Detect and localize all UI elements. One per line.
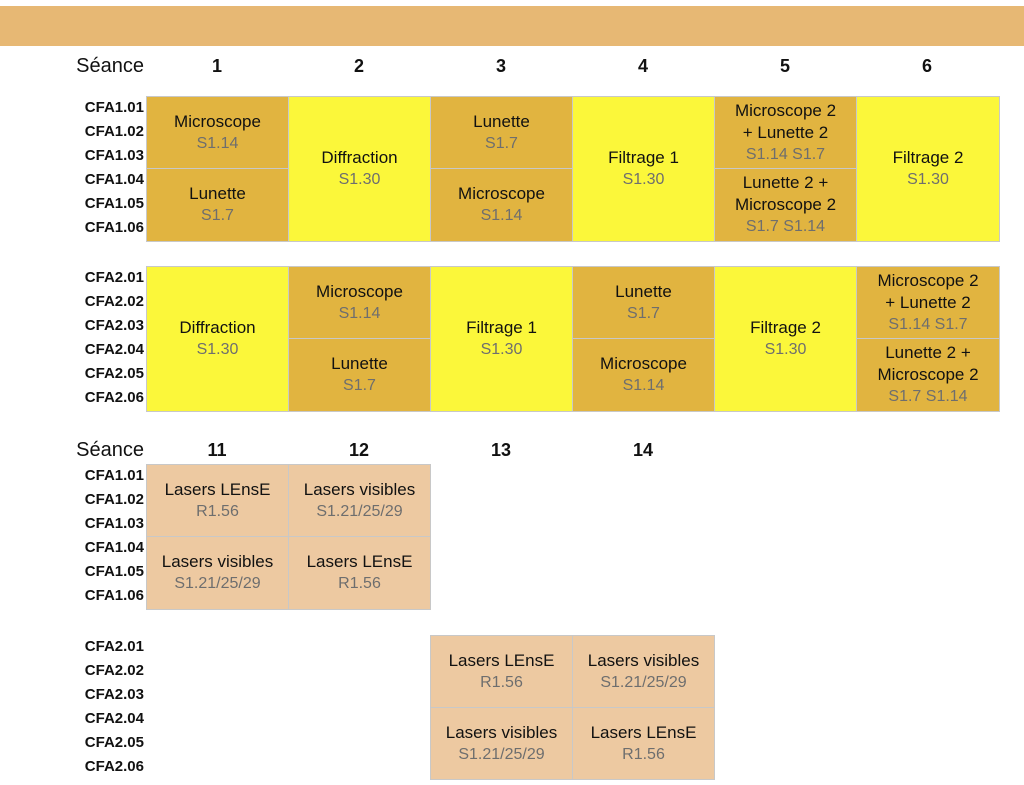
schedule-cell [714, 266, 857, 412]
activity-title: Lasers visibles [303, 479, 416, 499]
activity-title: Lasers visibles [587, 650, 700, 670]
room-code: S1.21/25/29 [600, 673, 687, 691]
group-label: CFA2.01 [84, 269, 144, 286]
schedule-cell [572, 96, 715, 242]
session-number: 11 [207, 440, 227, 460]
room-code: R1.56 [480, 673, 523, 691]
schedule-cell [714, 168, 857, 242]
room-code: S1.7 [201, 207, 234, 224]
group-label: CFA2.04 [84, 710, 144, 727]
room-code: S1.7 [627, 304, 660, 322]
room-code: S1.21/25/29 [174, 575, 261, 592]
room-code: S1.14 S1.7 [745, 145, 826, 163]
activity-title-line2: Microscope 2 [734, 195, 837, 214]
room-code: S1.7 S1.14 [745, 218, 826, 235]
schedule-cell [430, 96, 573, 169]
room-code: S1.30 [196, 341, 239, 358]
activity-title: Lasers visibles [161, 552, 274, 571]
room-code: S1.7 [343, 377, 376, 394]
schedule-cell [146, 464, 289, 537]
group-label: CFA2.01 [84, 638, 144, 655]
schedule-cell [288, 536, 431, 610]
activity-title-line2: + Lunette 2 [742, 122, 829, 142]
schedule-cell [430, 266, 573, 412]
group-label: CFA1.05 [84, 563, 144, 580]
schedule-cell [430, 635, 573, 708]
session-number: 14 [632, 440, 654, 460]
activity-title: Lasers LEnsE [164, 479, 271, 499]
schedule-cell [572, 266, 715, 339]
schedule-cell [146, 96, 289, 169]
room-code: S1.14 [338, 304, 381, 322]
schedule-cell [288, 96, 431, 242]
schedule-cell [288, 338, 431, 412]
room-code: S1.14 [196, 134, 239, 152]
activity-title: Filtrage 2 [750, 318, 821, 337]
activity-title: Lasers LEnsE [448, 650, 555, 670]
activity-title: Microscope [174, 111, 261, 131]
activity-title: Lasers LEnsE [306, 552, 413, 571]
room-code: S1.7 [485, 134, 518, 152]
schedule-cell [430, 707, 573, 780]
activity-title: Diffraction [321, 148, 398, 167]
room-code: R1.56 [196, 502, 239, 520]
group-label: CFA2.03 [84, 317, 144, 334]
group-label: CFA2.05 [84, 365, 144, 382]
room-code: S1.21/25/29 [316, 502, 403, 520]
room-code: S1.14 S1.7 [888, 315, 968, 333]
session-number: 6 [921, 56, 932, 76]
schedule-cell [856, 266, 1000, 339]
session-number: 13 [490, 440, 512, 460]
room-code: S1.14 [480, 207, 523, 224]
group-label: CFA1.06 [84, 587, 144, 604]
activity-title: Diffraction [179, 318, 256, 337]
activity-title-line2: + Lunette 2 [885, 292, 971, 312]
activity-title: Lunette [473, 111, 530, 131]
schedule-cell [288, 464, 431, 537]
group-label: CFA2.05 [84, 734, 144, 751]
activity-title: Microscope [600, 354, 687, 373]
schedule-cell [146, 266, 289, 412]
activity-title: Lasers LEnsE [590, 722, 697, 742]
schedule-cell [288, 266, 431, 339]
session-header-label: Séance [76, 439, 144, 461]
group-label: CFA1.01 [84, 99, 144, 116]
group-label: CFA1.02 [84, 491, 144, 508]
group-label: CFA1.02 [84, 123, 144, 140]
room-code: S1.30 [338, 171, 381, 188]
group-label: CFA2.04 [84, 341, 144, 358]
group-label: CFA2.06 [84, 389, 144, 406]
room-code: S1.21/25/29 [458, 745, 545, 763]
schedule-cell [146, 168, 289, 242]
room-code: R1.56 [338, 575, 381, 592]
schedule-cell [572, 707, 715, 780]
group-label: CFA1.04 [84, 539, 144, 556]
room-code: S1.30 [907, 171, 949, 188]
session-number: 4 [637, 56, 648, 76]
session-number: 5 [779, 56, 790, 76]
schedule-cell [146, 536, 289, 610]
session-number: 2 [353, 56, 364, 76]
activity-title: Filtrage 2 [892, 148, 964, 167]
activity-title: Microscope [316, 281, 403, 301]
top-banner [0, 6, 1024, 46]
room-code: S1.30 [764, 341, 807, 358]
activity-title: Lasers visibles [445, 722, 558, 742]
schedule-cell [714, 96, 857, 169]
activity-title: Microscope [458, 184, 545, 203]
group-label: CFA1.05 [84, 195, 144, 212]
room-code: R1.56 [622, 745, 665, 763]
group-label: CFA1.06 [84, 219, 144, 236]
activity-title: Lunette [331, 354, 388, 373]
activity-title: Filtrage 1 [466, 318, 537, 337]
schedule-cell [572, 338, 715, 412]
room-code: S1.14 [622, 377, 665, 394]
schedule-cell [856, 338, 1000, 412]
group-label: CFA2.06 [84, 758, 144, 775]
group-label: CFA1.01 [84, 467, 144, 484]
activity-title: Microscope 2 [877, 270, 979, 290]
room-code: S1.30 [480, 341, 523, 358]
group-label: CFA1.03 [84, 147, 144, 164]
schedule-cell [856, 96, 1000, 242]
group-label: CFA1.04 [84, 171, 144, 188]
session-number: 12 [348, 440, 370, 460]
schedule-cell [572, 635, 715, 708]
group-label: CFA2.02 [84, 293, 144, 310]
session-number: 1 [211, 56, 222, 76]
activity-title: Lunette 2 + [742, 173, 829, 192]
activity-title: Lunette [189, 184, 246, 203]
session-header-label: Séance [76, 55, 144, 77]
schedule-cell [430, 168, 573, 242]
activity-title: Filtrage 1 [608, 148, 679, 167]
activity-title: Microscope 2 [734, 100, 837, 120]
activity-title-line2: Microscope 2 [877, 365, 979, 384]
room-code: S1.30 [622, 171, 665, 188]
session-number: 3 [495, 56, 506, 76]
activity-title: Lunette 2 + [885, 343, 971, 362]
group-label: CFA2.02 [84, 662, 144, 679]
group-label: CFA2.03 [84, 686, 144, 703]
activity-title: Lunette [615, 281, 672, 301]
group-label: CFA1.03 [84, 515, 144, 532]
room-code: S1.7 S1.14 [888, 388, 968, 405]
